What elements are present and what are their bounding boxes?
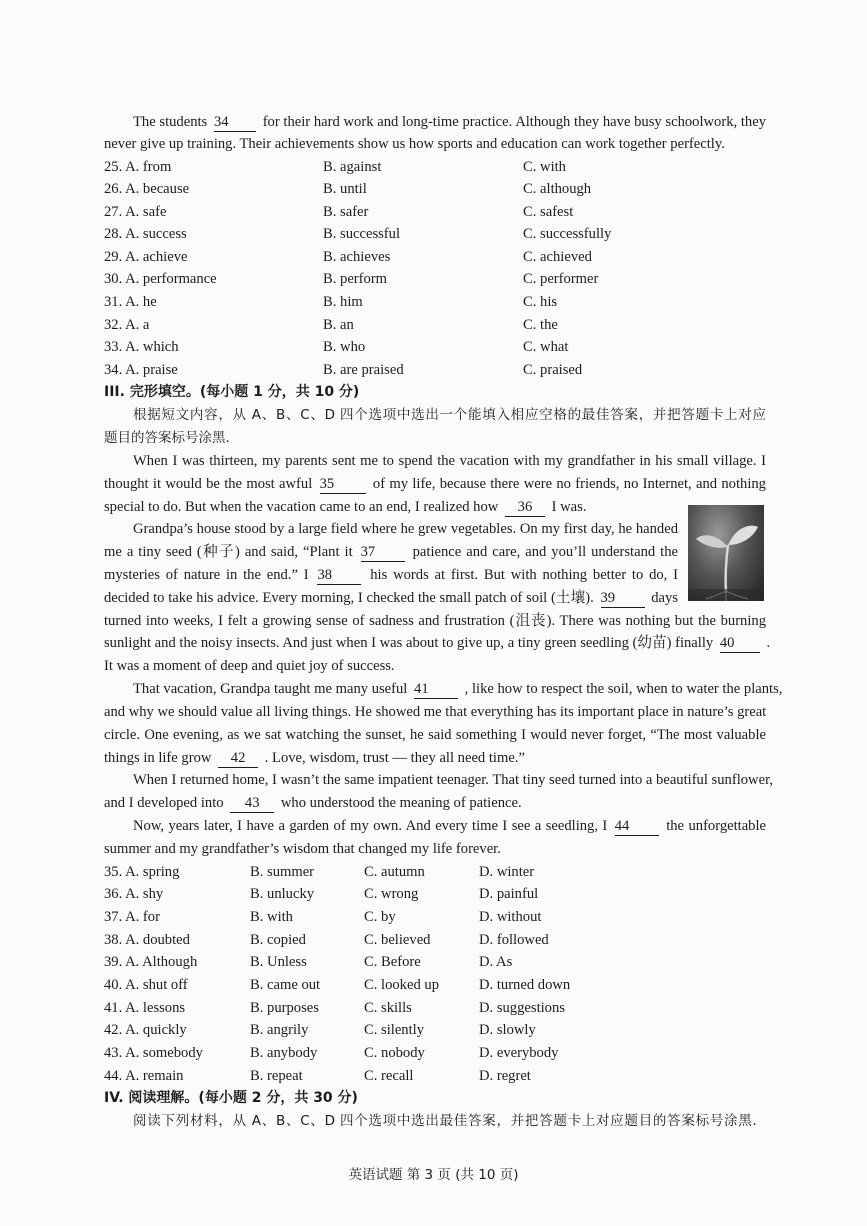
option-a: 30. A. performance <box>104 271 217 287</box>
option-d: D. slowly <box>479 1022 536 1038</box>
blank-38: 38 <box>317 566 361 585</box>
passage-text: The students <box>133 114 208 130</box>
option-b: B. perform <box>323 271 388 287</box>
option-a: 31. A. he <box>104 294 157 310</box>
option-b: B. are praised <box>323 362 404 378</box>
option-c: C. his <box>523 294 558 310</box>
section-heading: III. 完形填空。(每小题 1 分，共 10 分) <box>104 384 360 400</box>
passage-text: thought it would be the most awful <box>104 476 313 492</box>
passage-line <box>133 678 783 700</box>
passage-text: That vacation, Grandpa taught me many useful <box>133 681 408 697</box>
passage-text: , like how to respect the soil, when to water the plants, <box>464 681 783 697</box>
option-b: B. until <box>323 181 367 197</box>
section-instruction: 根据短文内容，从 A、B、C、D 四个选项中选出一个能填入相应空格的最佳答案，并把答题卡上对应 <box>133 407 766 423</box>
option-c: C. successfully <box>523 226 612 242</box>
option-c: C. safest <box>523 204 574 220</box>
option-d: D. regret <box>479 1068 531 1084</box>
option-b: B. purposes <box>250 1000 319 1016</box>
passage-line <box>104 747 766 769</box>
option-a: 27. A. safe <box>104 204 167 220</box>
option-b: B. summer <box>250 864 315 880</box>
blank-39: 39 <box>601 589 645 608</box>
passage-line: turned into weeks, I felt a growing sense of sadness and frustration (沮丧). There was nothing but the burning <box>104 613 766 629</box>
blank-37: 37 <box>361 543 405 562</box>
option-a: 36. A. shy <box>104 886 164 902</box>
option-a: 28. A. success <box>104 226 187 242</box>
option-b: B. him <box>323 294 363 310</box>
option-c: C. the <box>523 317 558 333</box>
passage-line: It was a moment of deep and quiet joy of success. <box>104 658 395 674</box>
option-a: 32. A. a <box>104 317 150 333</box>
passage-line: Grandpa’s house stood by a large field where he grew vegetables. On my first day, he handed <box>133 521 678 537</box>
passage-line: When I returned home, I wasn’t the same impatient teenager. That tiny seed turned into a beautiful sunflower, <box>133 772 773 788</box>
option-a: 37. A. for <box>104 909 160 925</box>
option-c: C. Before <box>364 954 421 970</box>
page-footer: 英语试题 第 3 页 (共 10 页) <box>348 1167 519 1183</box>
passage-line <box>133 111 766 133</box>
passage-text: for their hard work and long-time practice. Although they have busy schoolwork, they <box>262 114 766 130</box>
blank-36: 36 <box>505 498 545 517</box>
option-a: 42. A. quickly <box>104 1022 187 1038</box>
option-d: D. turned down <box>479 977 571 993</box>
passage-line <box>104 587 678 609</box>
passage-text: things in life grow <box>104 750 212 766</box>
passage-line <box>104 632 771 654</box>
option-a: 41. A. lessons <box>104 1000 186 1016</box>
passage-line: and why we should value all living things. He showed me that everything has its important place in nature’s great <box>104 704 767 720</box>
passage-text: patience and care, and you’ll understand the <box>412 544 678 560</box>
option-b: B. repeat <box>250 1068 303 1084</box>
passage-text: days <box>651 590 678 606</box>
passage-text: I was. <box>551 499 587 515</box>
passage-text: special to do. But when the vacation came to an end, I realized how <box>104 499 499 515</box>
blank-41: 41 <box>414 680 458 699</box>
option-b: B. angrily <box>250 1022 309 1038</box>
option-b: B. anybody <box>250 1045 318 1061</box>
passage-text: sunlight and the noisy insects. And just when I was about to give up, a tiny green seedling (幼苗) finally <box>104 635 714 651</box>
option-c: C. praised <box>523 362 583 378</box>
blank-44: 44 <box>615 817 659 836</box>
passage-line <box>104 541 678 563</box>
passage-line <box>104 496 766 518</box>
seedling-photo <box>688 505 764 601</box>
option-c: C. although <box>523 181 592 197</box>
option-b: B. came out <box>250 977 321 993</box>
option-c: C. silently <box>364 1022 424 1038</box>
passage-line <box>104 792 766 814</box>
option-b: B. copied <box>250 932 306 948</box>
option-c: C. wrong <box>364 886 419 902</box>
option-c: C. believed <box>364 932 431 948</box>
option-c: C. with <box>523 159 566 175</box>
passage-text: . Love, wisdom, trust — they all need time.” <box>264 750 525 766</box>
option-d: D. followed <box>479 932 549 948</box>
passage-text: the unforgettable <box>666 818 767 834</box>
passage-line: circle. One evening, as we sat watching the sunset, he said something I would never forget, “The most valuable <box>104 727 766 743</box>
option-d: D. everybody <box>479 1045 559 1061</box>
option-a: 29. A. achieve <box>104 249 188 265</box>
option-b: B. unlucky <box>250 886 315 902</box>
option-b: B. an <box>323 317 354 333</box>
option-c: C. by <box>364 909 396 925</box>
option-a: 38. A. doubted <box>104 932 190 948</box>
option-d: D. painful <box>479 886 539 902</box>
option-c: C. autumn <box>364 864 425 880</box>
passage-text: mysteries of nature in the end.” I <box>104 567 309 583</box>
passage-line <box>133 815 766 837</box>
blank-40: 40 <box>720 634 760 653</box>
option-b: B. Unless <box>250 954 307 970</box>
option-a: 44. A. remain <box>104 1068 184 1084</box>
blank-43: 43 <box>230 794 274 813</box>
passage-text: of my life, because there were no friends, no Internet, and nothing <box>372 476 766 492</box>
option-b: B. who <box>323 339 366 355</box>
option-a: 39. A. Although <box>104 954 198 970</box>
passage-line: summer and my grandfather’s wisdom that changed my life forever. <box>104 841 501 857</box>
passage-line <box>104 473 766 495</box>
passage-line: When I was thirteen, my parents sent me to spend the vacation with my grandfather in his small village. I <box>133 453 766 469</box>
option-d: D. without <box>479 909 542 925</box>
option-a: 35. A. spring <box>104 864 180 880</box>
option-c: C. looked up <box>364 977 439 993</box>
option-c: C. achieved <box>523 249 592 265</box>
option-b: B. safer <box>323 204 369 220</box>
option-a: 26. A. because <box>104 181 190 197</box>
blank-34: 34 <box>214 113 256 132</box>
passage-text: decided to take his advice. Every morning, I checked the small patch of soil (土壤). <box>104 590 594 606</box>
section-instruction: 题目的答案标号涂黑． <box>104 430 239 446</box>
option-d: D. As <box>479 954 513 970</box>
option-d: D. suggestions <box>479 1000 565 1016</box>
option-b: B. with <box>250 909 293 925</box>
blank-42: 42 <box>218 749 258 768</box>
option-c: C. skills <box>364 1000 412 1016</box>
option-a: 25. A. from <box>104 159 172 175</box>
option-a: 33. A. which <box>104 339 179 355</box>
option-b: B. successful <box>323 226 401 242</box>
seedling-icon <box>688 505 764 601</box>
option-b: B. achieves <box>323 249 391 265</box>
passage-line <box>104 564 678 586</box>
option-d: D. winter <box>479 864 535 880</box>
option-c: C. what <box>523 339 569 355</box>
option-b: B. against <box>323 159 382 175</box>
passage-line: never give up training. Their achievements show us how sports and education can work together perfectly. <box>104 136 725 152</box>
option-c: C. nobody <box>364 1045 425 1061</box>
section-instruction: 阅读下列材料，从 A、B、C、D 四个选项中选出最佳答案，并把答题卡上对应题目的答案标号涂黑． <box>133 1113 766 1129</box>
passage-text: and I developed into <box>104 795 224 811</box>
section-heading: IV. 阅读理解。(每小题 2 分，共 30 分) <box>104 1090 358 1106</box>
option-a: 43. A. somebody <box>104 1045 203 1061</box>
blank-35: 35 <box>320 475 366 494</box>
passage-text: his words at first. But with nothing better to do, I <box>370 567 678 583</box>
passage-text: who understood the meaning of patience. <box>280 795 522 811</box>
option-c: C. recall <box>364 1068 414 1084</box>
passage-text: me a tiny seed (种子) and said, “Plant it <box>104 544 353 560</box>
passage-text: Now, years later, I have a garden of my own. And every time I see a seedling, I <box>133 818 608 834</box>
option-a: 34. A. praise <box>104 362 178 378</box>
option-c: C. performer <box>523 271 599 287</box>
passage-text: . <box>766 635 771 651</box>
option-a: 40. A. shut off <box>104 977 188 993</box>
